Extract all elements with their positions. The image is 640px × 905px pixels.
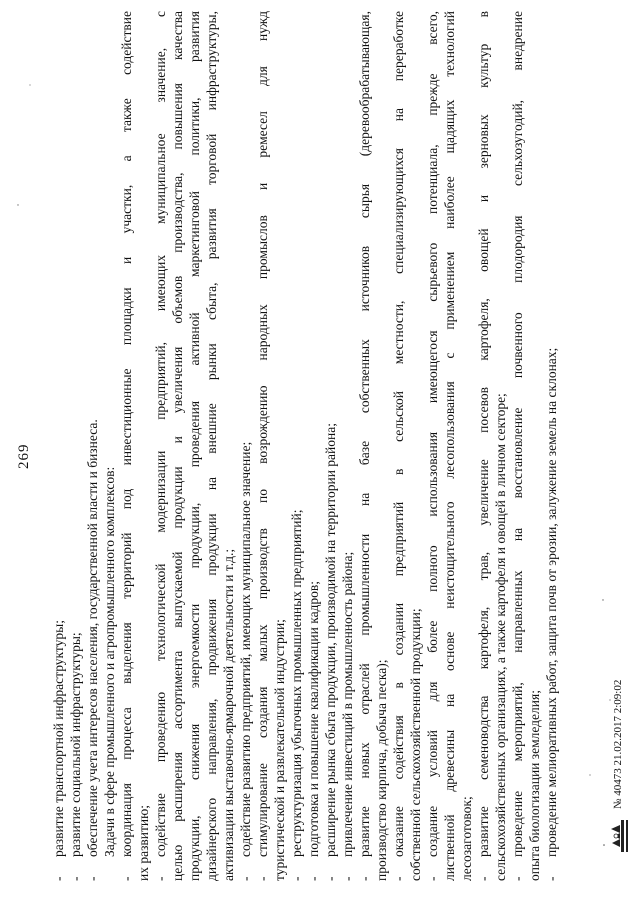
text-line: [288, 11, 305, 881]
text-line: [373, 11, 390, 881]
text-line: [458, 11, 475, 881]
bullet-dash: -: [289, 876, 304, 881]
text-line: [254, 11, 271, 881]
line-text: туристической и развлекательной индустрии;: [272, 619, 287, 881]
text-line: [356, 11, 373, 881]
text-line: [271, 11, 288, 881]
line-text: дизайнерского направления, продвижения продукции на внешние рынки сбыта, развития торговой инфраструктуры,: [204, 11, 219, 881]
line-text: развитие новых отраслей промышленности на базе собственных источников сырья (деревообрабатывающая,: [357, 11, 372, 857]
line-text: Задачи в сфере промышленного и агропромышленного комплексов:: [102, 466, 117, 857]
bullet-dash: -: [357, 876, 372, 881]
text-line: [152, 11, 169, 881]
bullet-dash: -: [153, 876, 168, 881]
line-text: производство кирпича, добыча песка);: [374, 659, 389, 881]
text-line: [407, 11, 424, 881]
line-text: продукции, снижения энергоемкости продукции, проведения активной маркетинговой политики, развития: [187, 11, 202, 881]
text-line: [101, 11, 118, 881]
bullet-dash: -: [119, 876, 134, 881]
bullet-dash: -: [238, 876, 253, 881]
line-text: лесозаготовок;: [459, 796, 474, 881]
bullet-dash: -: [476, 876, 491, 881]
text-line: [526, 11, 543, 881]
line-text: подготовка и повышение квалификации кадров;: [306, 580, 321, 857]
text-line: [339, 11, 356, 881]
text-line: [186, 11, 203, 881]
line-text: собственной сельскохозяйственной продукции;: [408, 608, 423, 881]
text-line: [169, 11, 186, 881]
bullet-dash: -: [68, 876, 83, 881]
text-line: [424, 11, 441, 881]
bullet-dash: -: [255, 876, 270, 881]
line-text: проведение мелиоративных работ, защита почв от эрозии, залужение земель на склонах;: [544, 347, 559, 857]
document-stamp: [608, 533, 632, 853]
bullet-dash: -: [85, 876, 100, 881]
line-text: стимулирование создания малых производств по возрождению народных промыслов и ремесел для нужд: [255, 11, 270, 857]
bullet-dash: -: [544, 876, 559, 881]
line-text: активизации выставочно-ярмарочной деятельности и т.д.;: [221, 548, 236, 881]
text-line: [390, 11, 407, 881]
line-text: развитие транспортной инфраструктуры;: [51, 620, 66, 857]
text-line: [50, 11, 67, 881]
line-text: опыта биологизации земледелия;: [527, 690, 542, 881]
text-line: [509, 11, 526, 881]
line-text: лиственной древесины на основе неистощительного лесопользования с применением наиболее щадящих технологий: [442, 11, 457, 881]
text-line: [305, 11, 322, 881]
line-text: привлечение инвестиций в промышленность района;: [340, 551, 355, 857]
stamp-text: № 40473 21.02.2017 2:09:02: [612, 679, 624, 809]
line-text: проведение мероприятий, направленных на восстановление почвенного плодородия сельхозугодий, внедрение: [510, 11, 525, 857]
line-text: содействие проведению технологической модернизации предприятий, имеющих муниципальное значение, с: [153, 11, 168, 857]
text-line: [118, 11, 135, 881]
line-text: обеспечение учета интересов населения, государственной власти и бизнеса.: [85, 419, 100, 857]
bullet-dash: -: [425, 876, 440, 881]
line-text: целью расширения ассортимента выпускаемой продукции и увеличения объемов производства, повышения качества: [170, 11, 185, 881]
text-line: [441, 11, 458, 881]
text-line: [84, 11, 101, 881]
line-text: расширение рынка сбыта продукции, производимой на территории района;: [323, 423, 338, 857]
line-text: их развитию;: [136, 805, 151, 881]
text-line: [543, 11, 560, 881]
text-line: [220, 11, 237, 881]
registry-stamp-icon: [608, 819, 630, 853]
text-line: [492, 11, 509, 881]
line-text: оказание содействия в создании предприятий в сельской местности, специализирующихся на переработке: [391, 11, 406, 857]
bullet-dash: -: [391, 876, 406, 881]
line-text: создание условий для более полного использования имеющегося сырьевого потенциала, прежде всего,: [425, 11, 440, 857]
bullet-dash: -: [510, 876, 525, 881]
bullet-dash: -: [51, 876, 66, 881]
line-text: координация процесса выделения территорий под инвестиционные площадки и участки, а также содействие: [119, 11, 134, 857]
bullet-dash: -: [323, 876, 338, 881]
text-line: [322, 11, 339, 881]
line-text: сельскохозяйственных организациях, а также картофеля и овощей в личном секторе;: [493, 393, 508, 881]
page-number: 269: [16, 443, 32, 469]
text-line: [203, 11, 220, 881]
line-text: развитие семеноводства картофеля, трав, увеличение посевов картофеля, овощей и зерновых культур в: [476, 11, 491, 857]
text-line: [237, 11, 254, 881]
line-text: реструктуризация убыточных промышленных предприятий;: [289, 509, 304, 857]
text-line: [475, 11, 492, 881]
line-text: развитие социальной инфраструктуры;: [68, 632, 83, 857]
bullet-dash: -: [340, 876, 355, 881]
text-line: [135, 11, 152, 881]
document-body: [50, 11, 560, 881]
bullet-dash: -: [306, 876, 321, 881]
text-line: [67, 11, 84, 881]
line-text: содействие развитию предприятий, имеющих муниципальное значение;: [238, 441, 253, 857]
